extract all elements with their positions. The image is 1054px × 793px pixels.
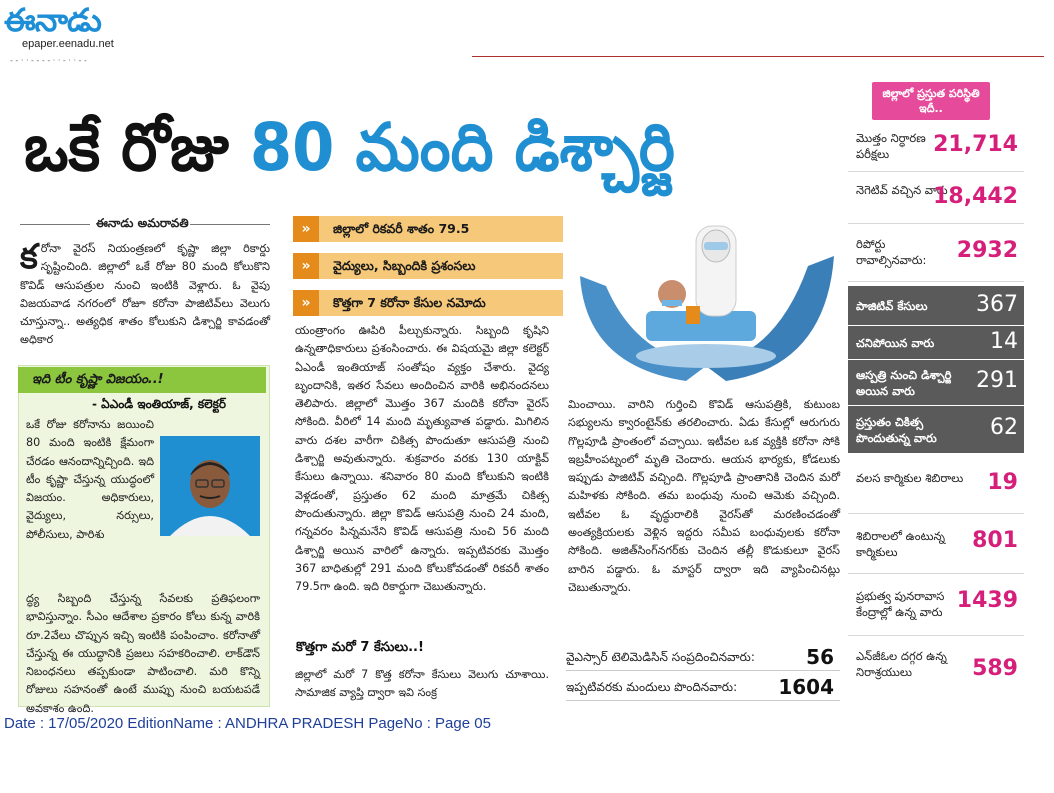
stat-value: 1604	[778, 675, 834, 699]
stats-sidebar	[848, 120, 1024, 708]
dateline-rule-right	[190, 224, 270, 225]
chevron-icon: »	[293, 253, 319, 279]
stat-rehab-centres	[848, 574, 1024, 636]
portrait-image	[160, 436, 260, 536]
stat-ngo-homeless	[848, 636, 1024, 708]
stat-pending	[848, 224, 1024, 282]
stat-label: వలస కార్మికుల శిబిరాలు	[856, 471, 964, 485]
collector-portrait	[160, 436, 260, 536]
top-rule	[472, 56, 1044, 57]
chevron-icon: »	[293, 290, 319, 316]
page-headline	[24, 110, 675, 186]
stat-label: ఎన్‌జీఓల దగ్గర ఉన్న నిరాశ్రయులు	[856, 649, 947, 679]
banner-text: కొత్తగా 7 కరోనా కేసుల నమోదు	[333, 295, 486, 310]
top-strip: - - · · - - - - · · - · · - -	[10, 56, 87, 65]
stat-value: 1439	[956, 588, 1018, 613]
quote-byline: - ఏఎండీ ఇంతియాజ్, కలెక్టర్	[92, 397, 227, 411]
stat-label: చనిపోయిన వారు	[856, 336, 935, 350]
stat-label: మొత్తం నిర్ధారణ పరీక్షలు	[856, 131, 926, 161]
stat-value: 19	[987, 470, 1018, 495]
chevron-icon: »	[293, 216, 319, 242]
lead-paragraph	[20, 237, 270, 356]
stat-migrant-camps	[848, 458, 1024, 514]
banner-text: జిల్లాలో రికవరీ శాతం 79.5	[333, 221, 470, 236]
stat-value: 62	[990, 415, 1018, 440]
stat-label: ఆస్పత్రి నుంచి డిశ్చార్జి అయిన వారు	[856, 368, 952, 398]
medicine-stat	[566, 674, 840, 701]
lead-text: రోనా వైరస్ నియంత్రణలో కృష్ణా జిల్లా రికార్డు సృష్టించింది. జిల్లాలో ఒకే రోజు 80 మంది కోలుకొని కొవిడ్ ఆసుపత్రుల నుంచి ఇంటికి వెళ్లారు. ఓ వైపు విజయవాడ నగరంలో రోజూ కరోనా పాజిటివ్‌లు వెలుగు చూస్తున్నా.. అత్యధిక శాతం కోలుకుని డిశ్చార్జి కావడంతో అధికార	[20, 242, 270, 347]
stat-value: 801	[972, 528, 1018, 553]
stat-label: ప్రభుత్వ పునరావాస కేంద్రాల్లో ఉన్న వారు	[856, 589, 945, 619]
stat-label: నెగెటివ్ వచ్చిన వారు	[856, 183, 948, 197]
telemedicine-stat	[566, 644, 840, 671]
article-column-middle: యంత్రాంగం ఊపిరి పీల్చుకున్నారు. సిబ్బంది కృషిని ఉన్నతాధికారులు ప్రశంసించారు. ఈ విషయమై జిల్లా కలెక్టర్ ఏఎండీ ఇంతియాజ్ సంతోషం వ్యక్తం చేశారు. వైద్య బృందానికి, ఇతర సేవలు అందించిన వారికి అభినందనలు తెలిపారు. జిల్లాలో మొత్తం 367 మందికి కరోనా వైరస్ సోకింది. వీరిలో 14 మంది మృత్యువాత పడ్డారు. మిగిలిన వారు దశల వారీగా చికిత్స పొందుతూ ఆసుపత్రి నుంచి డిశ్చార్జి అవుతున్నారు. శుక్రవారం వరకు 130 యాక్టివ్ కేసులు ఉన్నాయి. శనివారం 80 మంది కోలుకుని ఇంటికి వెళ్లడంతో, ప్రస్తుతం 62 మంది మాత్రమే చికిత్స పొందుతున్నారు. జిల్లా కొవిడ్ ఆసుపత్రి నుంచి 24 మంది, గన్నవరం పిన్నమనేని కొవిడ్ ఆసుపత్రి నుంచి 56 మంది డిశ్చార్జి అయిన వారిలో ఉన్నారు. ఇప్పటివరకు మొత్తం 367 బాధితుల్లో 291 మంది కోలుకోవడంతో రికవరీ శాతం 79.5గా ఉంది. ఇది రికార్డుగా చెబుతున్నారు.	[295, 324, 549, 594]
stat-workers-in-camps	[848, 514, 1024, 574]
edition-footer: Date : 17/05/2020 EditionName : ANDHRA PRADESH PageNo : Page 05	[4, 715, 491, 732]
stat-value: 367	[976, 292, 1018, 317]
eenadu-logo[interactable]: ఈనాడు	[4, 1, 101, 39]
stat-value: 14	[990, 329, 1018, 354]
stat-label: ఇప్పటివరకు మందులు పొందినవారు:	[566, 680, 738, 694]
stat-active	[848, 406, 1024, 454]
drop-cap: క	[20, 237, 38, 277]
headline-part-2: 80 మంది డిశ్చార్జి	[249, 109, 675, 186]
stats-badge: జిల్లాలో ప్రస్తుత పరిస్థితి ఇదీ..	[872, 82, 990, 120]
stat-value: 21,714	[933, 132, 1018, 157]
stat-label: శిబిరాలలో ఉంటున్న కార్మికులు	[856, 529, 945, 559]
new-cases-subhead: కొత్తగా మరో 7 కేసులు..!	[296, 640, 424, 655]
quote-box-title: ఇది టీం కృష్ణా విజయం..!	[18, 367, 266, 393]
hands-icon	[576, 216, 838, 386]
stat-label: రిపోర్టు రావాల్సినవారు:	[856, 237, 927, 267]
quote-text-bottom: ద్ధ్య సిబ్బంది చేస్తున్న సేవలకు ప్రతిఫలంగా భావిస్తున్నాం. సీఎం ఆదేశాల ప్రకారం కోలు కున్న వారికి రూ.2వేలు చొప్పున ఇచ్చి ఇంటికి పంపించాం. కరోనాతో చేస్తున్న ఈ యుద్ధానికి ప్రజలు సహకరించాలి. లాక్‌డౌన్ నిబంధనలు తప్పకుండా పాటించాలి. మరి కొన్ని రోజులు సహనంతో ఉంటే ముప్పు నుంచి బయటపడే అవకాశం ఉంది.	[26, 592, 260, 715]
stat-positive	[848, 286, 1024, 326]
stat-value: 291	[976, 368, 1018, 393]
headline-part-1: ఒకే రోజు	[24, 109, 229, 186]
dateline: ఈనాడు అమరావతి	[96, 216, 189, 230]
stat-label: ప్రస్తుతం చికిత్స పొందుతున్న వారు	[856, 415, 937, 445]
stat-total-tests	[848, 120, 1024, 172]
banner-recovery	[293, 216, 563, 242]
banner-new-cases	[293, 290, 563, 316]
stat-negative	[848, 172, 1024, 224]
stat-discharged	[848, 360, 1024, 406]
stat-label: వైఎస్సార్ టెలిమెడిసిన్ సంప్రదించినవారు:	[566, 650, 755, 664]
quote-text-top: ఒకే రోజు కరోనాను జయించి 80 మంది ఇంటికి క్షేమంగా చేరడం ఆనందాన్నిచ్చింది. ఇది టీం కృష్ణా చేస్తున్న యుద్ధంలో విజయం. అధికారులు, వైద్యులు, నర్సులు, పోలీసులు, పారిశు	[26, 418, 154, 541]
stat-deaths	[848, 326, 1024, 360]
article-column-right: మించాయి. వారిని గుర్తించి కొవిడ్ ఆసుపత్రికి, కుటుంబ సభ్యులను క్వారంటైన్‌కు తరలించారు. ఏడు కేసుల్లో ఆరుగురు గొల్లపూడి ప్రాంతంలో వచ్చాయి. ఇటీవల ఒక వ్యక్తికి కరోనా సోకి ఇబ్రహీంపట్నంలో మృతి చెందారు. ఆయన భార్యకు, కోడలుకు ఇప్పుడు పాజిటివ్ వచ్చింది. గొల్లపూడి ప్రాంతానికి చెందిన మరో మహిళకు సోకింది. తమ బంధువు నుంచి ఆమెకు వచ్చింది. ఇటీవల ఓ వృద్ధురాలికి వైరస్‌తో మరణించడంతో అంత్యక్రియలకు వెళ్లిన ఇద్దరు సమీప బంధువులకు కరోనా సోకింది. అజిత్‌సింగ్‌నగర్‌కు చెందిన తల్లీ కొడుకులూ వైరస్ బారిన పడ్డారు. ఓ మాస్టర్ ద్వారా ఇది వ్యాపించినట్లు చెబుతున్నారు.	[568, 398, 840, 594]
stat-value: 56	[806, 645, 834, 669]
stat-value: 2932	[956, 238, 1018, 263]
article-column-middle-cont: జిల్లాలో మరో 7 కొత్త కరోనా కేసులు వెలుగు చూశాయి. సామాజిక వ్యాప్తి ద్వారా ఇవి సంక్ర	[295, 668, 549, 700]
stat-value: 589	[972, 656, 1018, 681]
stat-value: 18,442	[933, 184, 1018, 209]
dateline-rule-left	[20, 224, 90, 225]
banner-praise	[293, 253, 563, 279]
hands-hospital-illustration	[576, 216, 838, 386]
banner-text: వైద్యులు, సిబ్బందికి ప్రశంసలు	[333, 258, 476, 273]
epaper-url[interactable]: epaper.eenadu.net	[22, 38, 114, 50]
stat-label: పాజిటివ్ కేసులు	[856, 299, 928, 313]
